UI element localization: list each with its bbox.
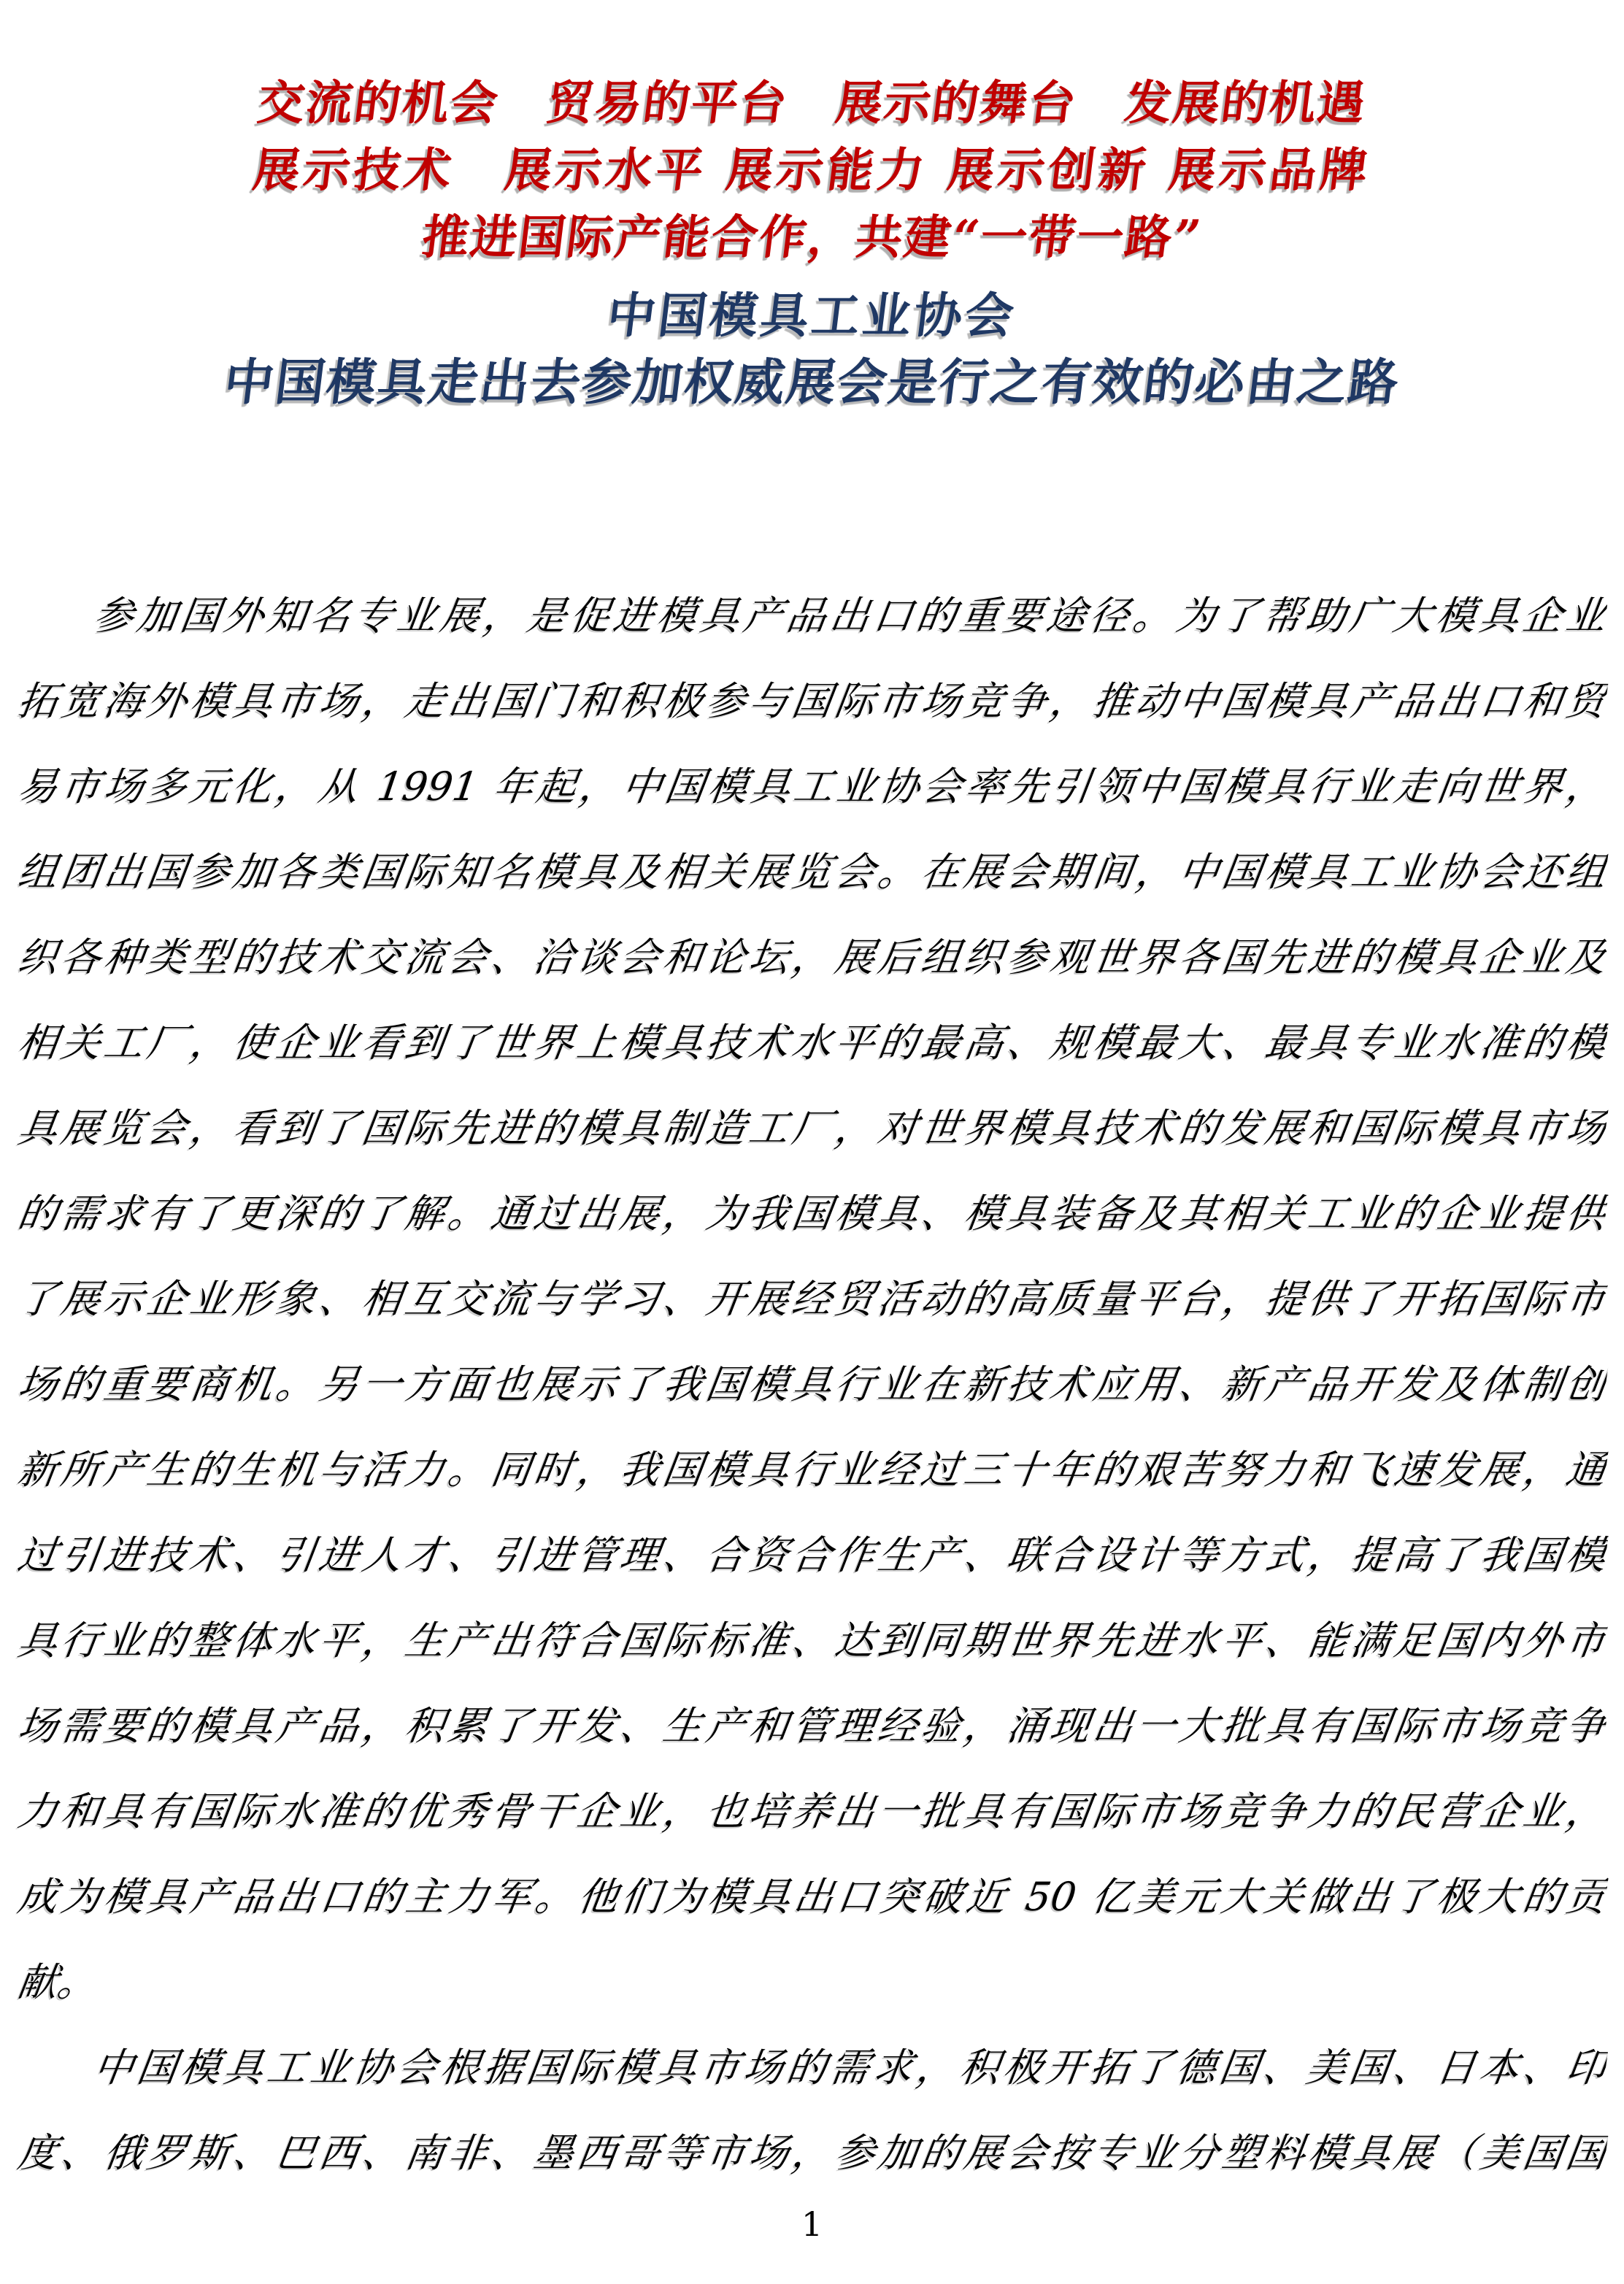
body-line: 献。 <box>15 1959 101 2005</box>
body-line: 具展览会，看到了国际先进的模具制造工厂，对世界模具技术的发展和国际模具市场 <box>15 1105 1609 1151</box>
body-line: 成为模具产品出口的主力军。他们为模具出口突破近 50 亿美元大关做出了极大的贡 <box>15 1874 1609 1920</box>
body-line: 具行业的整体水平，生产出符合国际标准、达到同期世界先进水平、能满足国内外市 <box>15 1618 1609 1664</box>
body-text <box>15 573 1609 2196</box>
body-line: 中国模具工业协会根据国际模具市场的需求，积极开拓了德国、美国、日本、印 <box>91 2045 1609 2091</box>
headline-blue-title: 中国模具工业协会 <box>604 287 1020 344</box>
page-number: 1 <box>801 2204 823 2244</box>
body-line: 的需求有了更深的了解。通过出展，为我国模具、模具装备及其相关工业的企业提供 <box>15 1191 1609 1237</box>
body-line: 易市场多元化，从 1991 年起，中国模具工业协会率先引领中国模具行业走向世界， <box>15 764 1609 810</box>
headline-red-1: 交流的机会 贸易的平台 展示的舞台 发展的机遇 <box>254 76 1370 131</box>
headline-red-2: 展示技术 展示水平 展示能力 展示创新 展示品牌 <box>250 143 1374 198</box>
body-line: 新所产生的生机与活力。同时，我国模具行业经过三十年的艰苦努力和飞速发展，通 <box>15 1447 1609 1493</box>
headline-blue-subtitle: 中国模具走出去参加权威展会是行之有效的必由之路 <box>220 353 1404 412</box>
body-line: 参加国外知名专业展，是促进模具产品出口的重要途径。为了帮助广大模具企业 <box>91 593 1609 639</box>
body-line: 相关工厂，使企业看到了世界上模具技术水平的最高、规模最大、最具专业水准的模 <box>15 1020 1609 1066</box>
body-line: 织各种类型的技术交流会、洽谈会和论坛，展后组织参观世界各国先进的模具企业及 <box>15 934 1609 980</box>
body-line: 场的重要商机。另一方面也展示了我国模具行业在新技术应用、新产品开发及体制创 <box>15 1361 1609 1407</box>
body-line: 了展示企业形象、相互交流与学习、开展经贸活动的高质量平台，提供了开拓国际市 <box>15 1276 1609 1322</box>
body-line: 拓宽海外模具市场，走出国门和积极参与国际市场竞争，推动中国模具产品出口和贸 <box>15 678 1609 724</box>
body-line: 力和具有国际水准的优秀骨干企业，也培养出一批具有国际市场竞争力的民营企业， <box>15 1788 1609 1834</box>
body-line: 度、俄罗斯、巴西、南非、墨西哥等市场，参加的展会按专业分塑料模具展（美国国 <box>15 2130 1609 2176</box>
body-line: 过引进技术、引进人才、引进管理、合资合作生产、联合设计等方式，提高了我国模 <box>15 1532 1609 1578</box>
body-line: 场需要的模具产品，积累了开发、生产和管理经验，涌现出一大批具有国际市场竞争 <box>15 1703 1609 1749</box>
document-header <box>0 0 1624 416</box>
headline-red-3: 推进国际产能合作，共建“一带一路” <box>419 210 1205 265</box>
body-line: 组团出国参加各类国际知名模具及相关展览会。在展会期间，中国模具工业协会还组 <box>15 849 1609 895</box>
